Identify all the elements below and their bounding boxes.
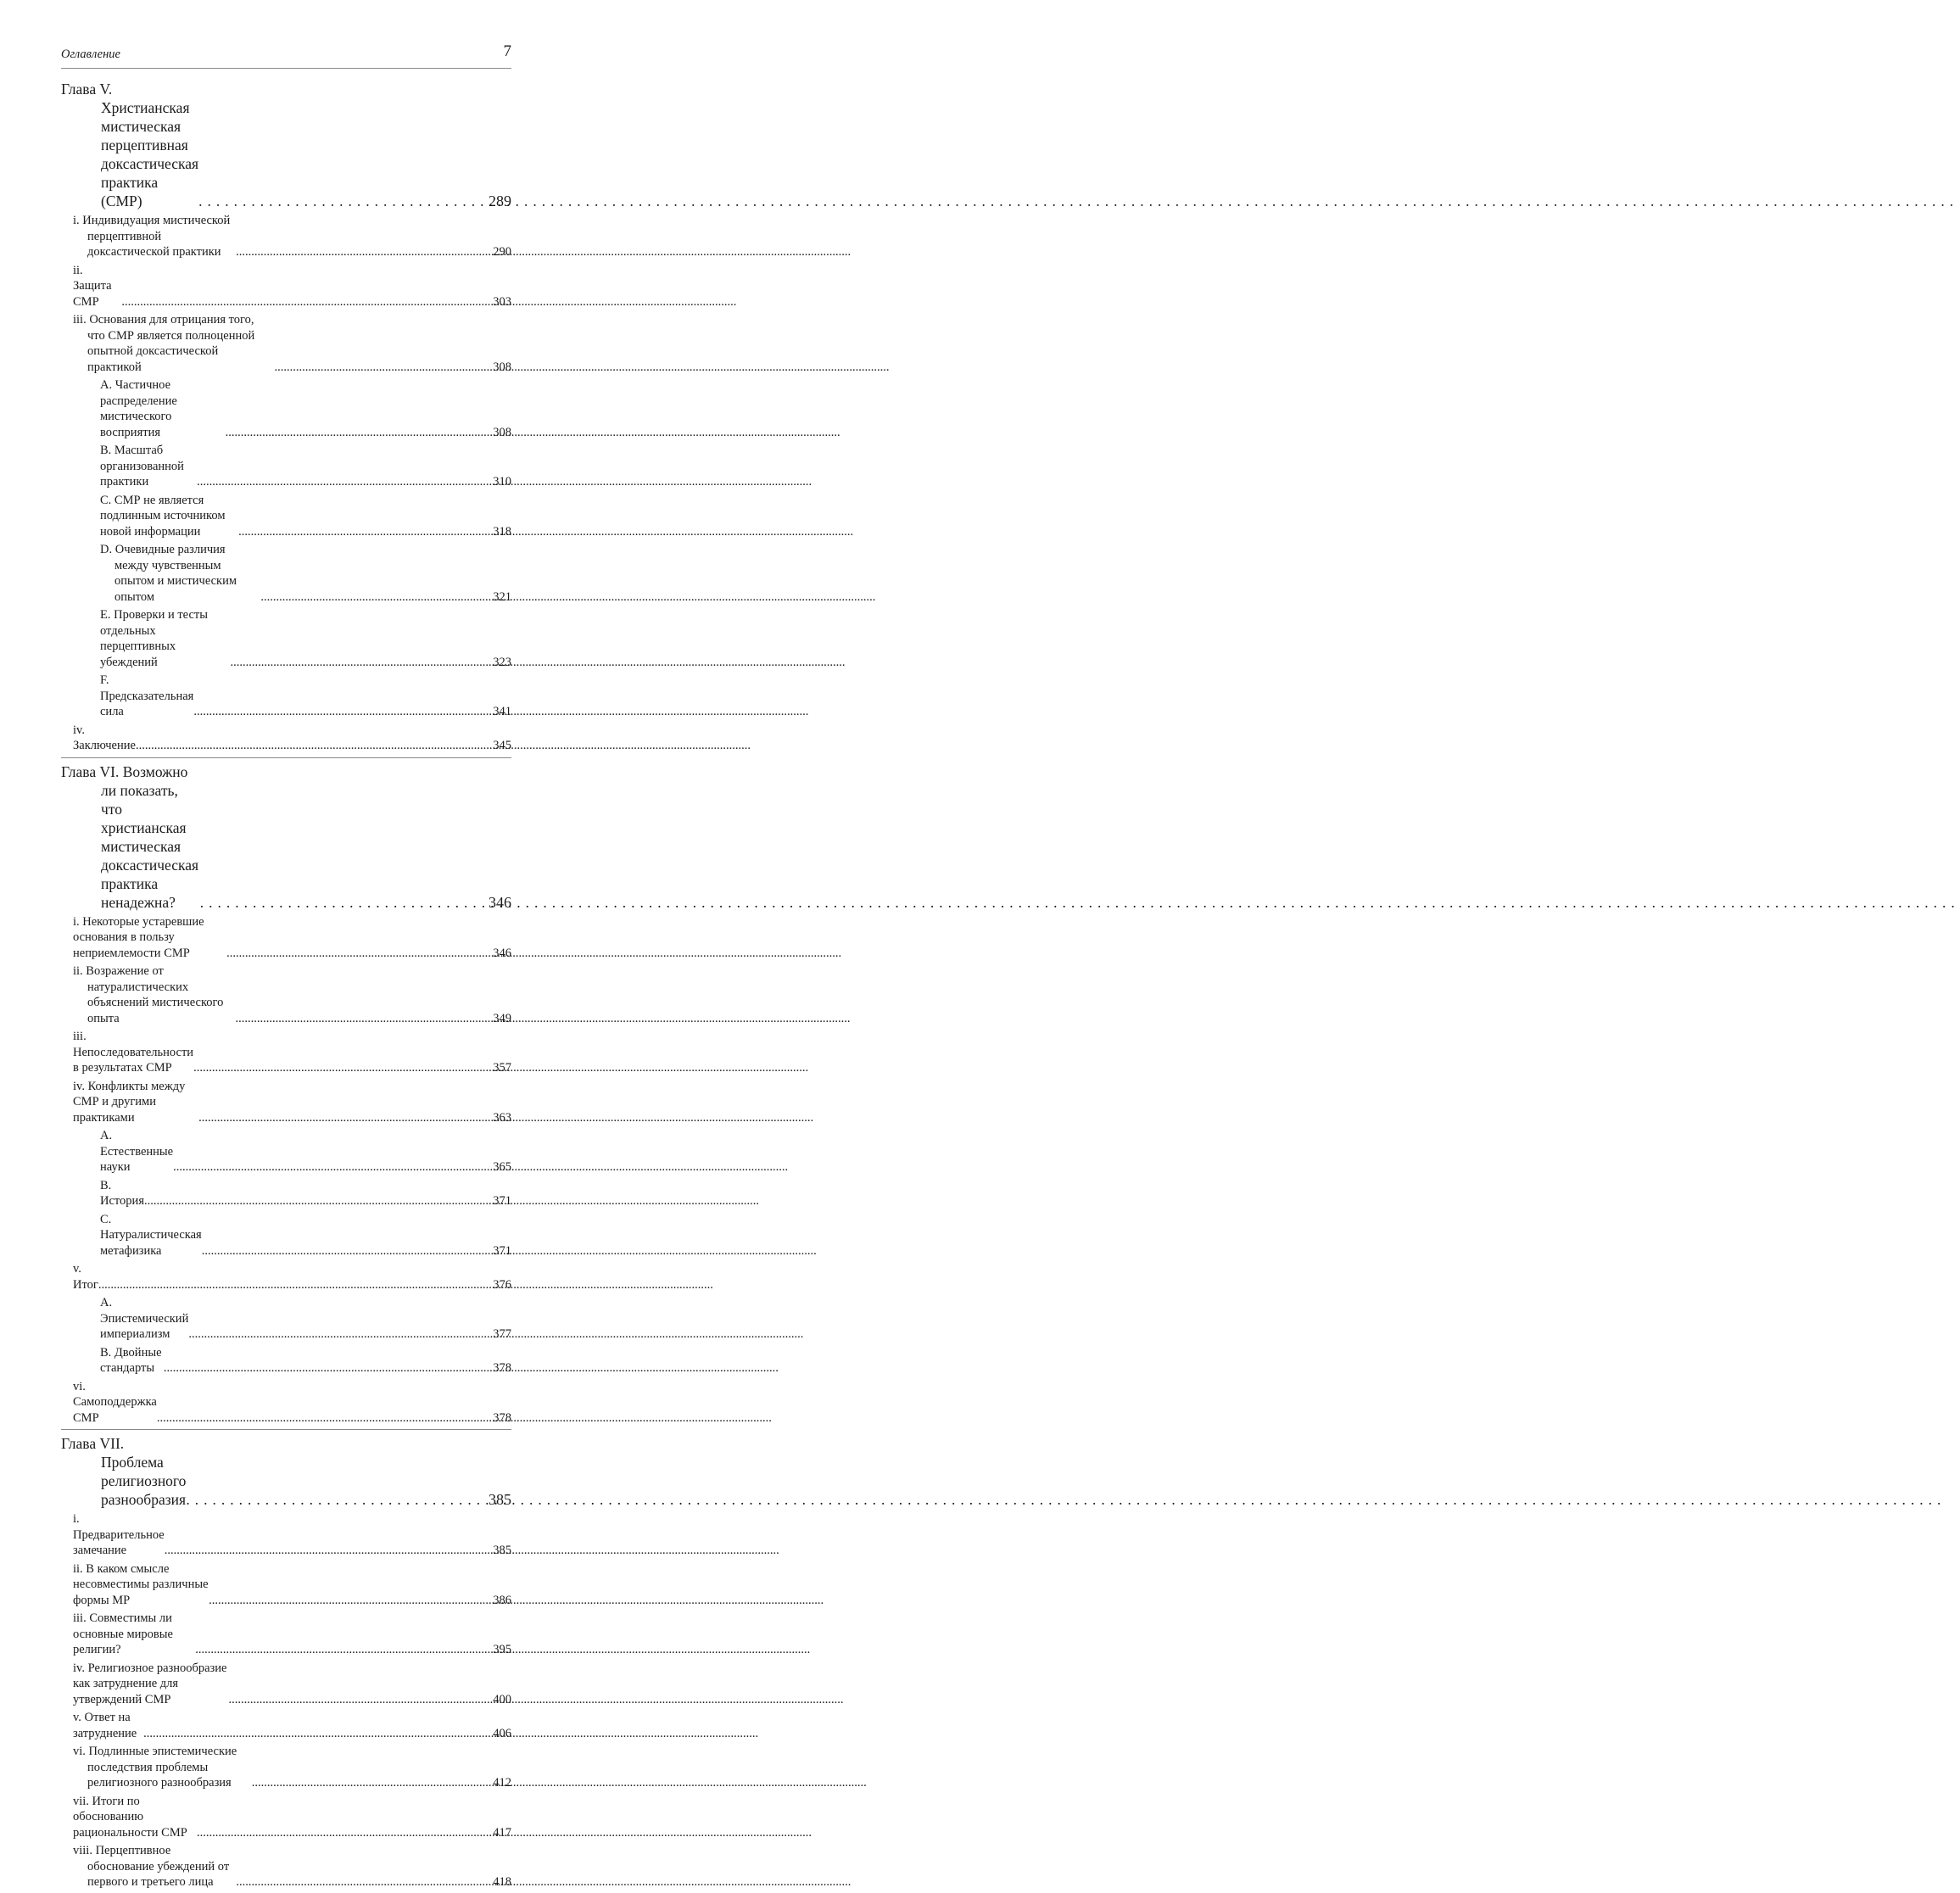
entry-page: 395: [493, 1643, 511, 1656]
toc-entry[interactable]: [73, 263, 511, 310]
entry-title: vi. Подлинные эпистемические последствия проблемы религиозного разнообразия: [73, 1745, 237, 1790]
entry-page: 308: [493, 425, 511, 439]
leader-dots: [226, 425, 493, 441]
leader-dots: [121, 294, 492, 310]
entry-page: 417: [493, 1825, 511, 1840]
entry-title: B. Двойные стандарты: [100, 1345, 162, 1375]
chapter-6: [61, 757, 511, 1427]
toc-entry[interactable]: [73, 1843, 511, 1890]
entry-page: 318: [493, 524, 511, 539]
entry-page: 378: [493, 1361, 511, 1375]
leader-dots: [136, 738, 492, 754]
leader-dots: [186, 1490, 488, 1509]
leader-dots: [226, 946, 492, 962]
leader-dots: [260, 589, 492, 606]
entry-page: 323: [493, 655, 511, 669]
entry-page: 349: [493, 1011, 511, 1025]
entry-title: i. Некоторые устаревшие основания в пользу неприемлемости СМР: [73, 914, 204, 960]
entry-page: 303: [493, 294, 511, 309]
toc-subentry[interactable]: [100, 673, 511, 720]
entry-title: vi. Самоподдержка СМР: [73, 1379, 157, 1425]
entry-page: 371: [493, 1194, 511, 1208]
leader-dots: [202, 1243, 493, 1259]
chapter-page: 346: [489, 893, 511, 911]
entry-title: C. СМР не является подлинным источником новой информации: [100, 493, 226, 539]
toc-subentry[interactable]: [100, 1295, 511, 1343]
table-of-contents: [61, 80, 511, 1893]
entry-title: iii. Совместимы ли основные мировые религии?: [73, 1611, 173, 1656]
entry-title: i. Предварительное замечание: [73, 1512, 165, 1557]
chapter-heading[interactable]: [61, 1434, 511, 1509]
entry-page: 321: [493, 589, 511, 604]
toc-entry[interactable]: [73, 1611, 511, 1658]
toc-entry[interactable]: [73, 1029, 511, 1076]
entry-title: vii. Итоги по обоснованию рациональности СМР: [73, 1794, 187, 1840]
leader-dots: [197, 1825, 492, 1841]
entry-page: 386: [493, 1593, 511, 1607]
entry-title: A. Частичное распределение мистического восприятия: [100, 378, 177, 439]
entry-title: iii. Непоследовательности в результатах СМР: [73, 1030, 194, 1075]
leader-dots: [188, 1326, 492, 1343]
book-page: [0, 0, 572, 1889]
leader-dots: [157, 1410, 492, 1427]
toc-entry[interactable]: [73, 1794, 511, 1841]
leader-dots: [238, 524, 492, 540]
toc-entry[interactable]: [73, 1561, 511, 1609]
chapter-title: Глава VII. Проблема религиозного разнообразия: [61, 1435, 187, 1508]
header-page-number: 7: [503, 42, 511, 60]
entry-page: 345: [493, 739, 511, 752]
leader-dots: [193, 704, 492, 720]
leader-dots: [274, 360, 492, 376]
chapter-5: [61, 80, 511, 754]
toc-subentry[interactable]: [100, 493, 511, 540]
leader-dots: [236, 244, 492, 260]
chapter-heading[interactable]: [61, 762, 511, 912]
entry-page: 378: [493, 1410, 511, 1425]
entry-title: iii. Основания для отрицания того, что СМР является полноценной опытной доксастической практикой: [73, 313, 255, 374]
entry-title: F. Предсказательная сила: [100, 673, 194, 718]
leader-dots: [230, 655, 492, 671]
chapter-title: Глава VI. Возможно ли показать, что христианская мистическая доксастическая практика ненадежна?: [61, 762, 199, 911]
entry-title: A. Эпистемический империализм: [100, 1296, 189, 1341]
leader-dots: [229, 1692, 493, 1708]
toc-entry[interactable]: [73, 723, 511, 754]
leader-dots: [198, 1110, 492, 1126]
chapter-page: 289: [489, 193, 511, 209]
entry-title: i. Индивидуация мистической перцептивной доксастической практики: [73, 214, 231, 259]
toc-subentry[interactable]: [100, 1345, 511, 1376]
entry-page: 365: [493, 1160, 511, 1174]
leader-dots: [195, 1642, 492, 1658]
entry-page: 418: [493, 1875, 511, 1889]
leader-dots: [200, 893, 488, 912]
leader-dots: [193, 1060, 492, 1076]
entry-page: 341: [493, 705, 511, 718]
leader-dots: [164, 1360, 492, 1376]
running-header: [61, 42, 511, 69]
toc-subentry[interactable]: [100, 1178, 511, 1209]
toc-entry[interactable]: [73, 963, 511, 1026]
toc-subentry[interactable]: [100, 1212, 511, 1259]
entry-page: 290: [493, 245, 511, 259]
entry-page: 412: [493, 1776, 511, 1790]
entry-title: iv. Заключение: [73, 723, 136, 752]
leader-dots: [165, 1543, 493, 1559]
toc-entry[interactable]: [73, 1079, 511, 1126]
toc-entry[interactable]: [73, 1710, 511, 1741]
entry-title: B. История: [100, 1178, 144, 1208]
leader-dots: [236, 1874, 492, 1890]
entry-page: 363: [493, 1110, 511, 1125]
toc-subentry[interactable]: [100, 377, 511, 440]
entry-page: 400: [493, 1692, 511, 1706]
toc-entry[interactable]: [73, 1379, 511, 1427]
toc-subentry[interactable]: [100, 1128, 511, 1175]
toc-entry[interactable]: [73, 213, 511, 260]
entry-page: 357: [493, 1061, 511, 1075]
leader-dots: [173, 1159, 492, 1175]
toc-entry[interactable]: [73, 1261, 511, 1293]
entry-title: D. Очевидные различия между чувственным опытом и мистическим опытом: [100, 543, 237, 604]
leader-dots: [198, 192, 488, 210]
entry-title: v. Итог: [73, 1262, 98, 1292]
toc-subentry[interactable]: [100, 607, 511, 670]
chapter-7: [61, 1429, 511, 1890]
toc-entry[interactable]: [73, 1744, 511, 1791]
entry-title: v. Ответ на затруднение: [73, 1711, 137, 1740]
entry-page: 371: [493, 1243, 511, 1258]
entry-page: 346: [493, 946, 511, 960]
entry-title: A. Естественные науки: [100, 1129, 174, 1174]
leader-dots: [252, 1775, 493, 1791]
entry-page: 406: [493, 1726, 511, 1740]
toc-entry[interactable]: [73, 312, 511, 375]
toc-entry[interactable]: [73, 1661, 511, 1708]
toc-subentry[interactable]: [100, 443, 511, 490]
entry-title: C. Натуралистическая метафизика: [100, 1212, 202, 1258]
leader-dots: [143, 1726, 492, 1742]
entry-page: 308: [493, 360, 511, 374]
leader-dots: [209, 1593, 492, 1609]
leader-dots: [236, 1011, 493, 1027]
toc-subentry[interactable]: [100, 542, 511, 605]
entry-title: E. Проверки и тесты отдельных перцептивных убеждений: [100, 608, 208, 669]
chapter-title: Глава V. Христианская мистическая перцептивная доксастическая практика (СМР): [61, 81, 199, 209]
toc-entry[interactable]: [73, 914, 511, 962]
entry-page: 385: [493, 1544, 511, 1557]
entry-title: iv. Религиозное разнообразие как затруднение для утверждений СМР: [73, 1661, 227, 1706]
entry-title: iv. Конфликты между СМР и другими практиками: [73, 1079, 186, 1125]
entry-title: B. Масштаб организованной практики: [100, 444, 184, 489]
entry-page: 310: [493, 475, 511, 489]
leader-dots: [98, 1277, 492, 1293]
leader-dots: [144, 1193, 492, 1209]
entry-title: ii. Возражение от натуралистических объяснений мистического опыта: [73, 964, 224, 1025]
entry-page: 376: [493, 1277, 511, 1292]
entry-page: 377: [493, 1327, 511, 1341]
header-title: Оглавление: [61, 47, 120, 61]
leader-dots: [197, 474, 492, 490]
entry-title: viii. Перцептивное обоснование убеждений от первого и третьего лица: [73, 1844, 230, 1889]
entry-title: ii. В каком смысле несовместимы различные формы МР: [73, 1561, 209, 1607]
chapter-heading[interactable]: [61, 80, 511, 210]
entry-title: ii. Защита СМР: [73, 263, 112, 309]
toc-entry[interactable]: [73, 1511, 511, 1559]
chapter-page: 385: [489, 1491, 511, 1508]
